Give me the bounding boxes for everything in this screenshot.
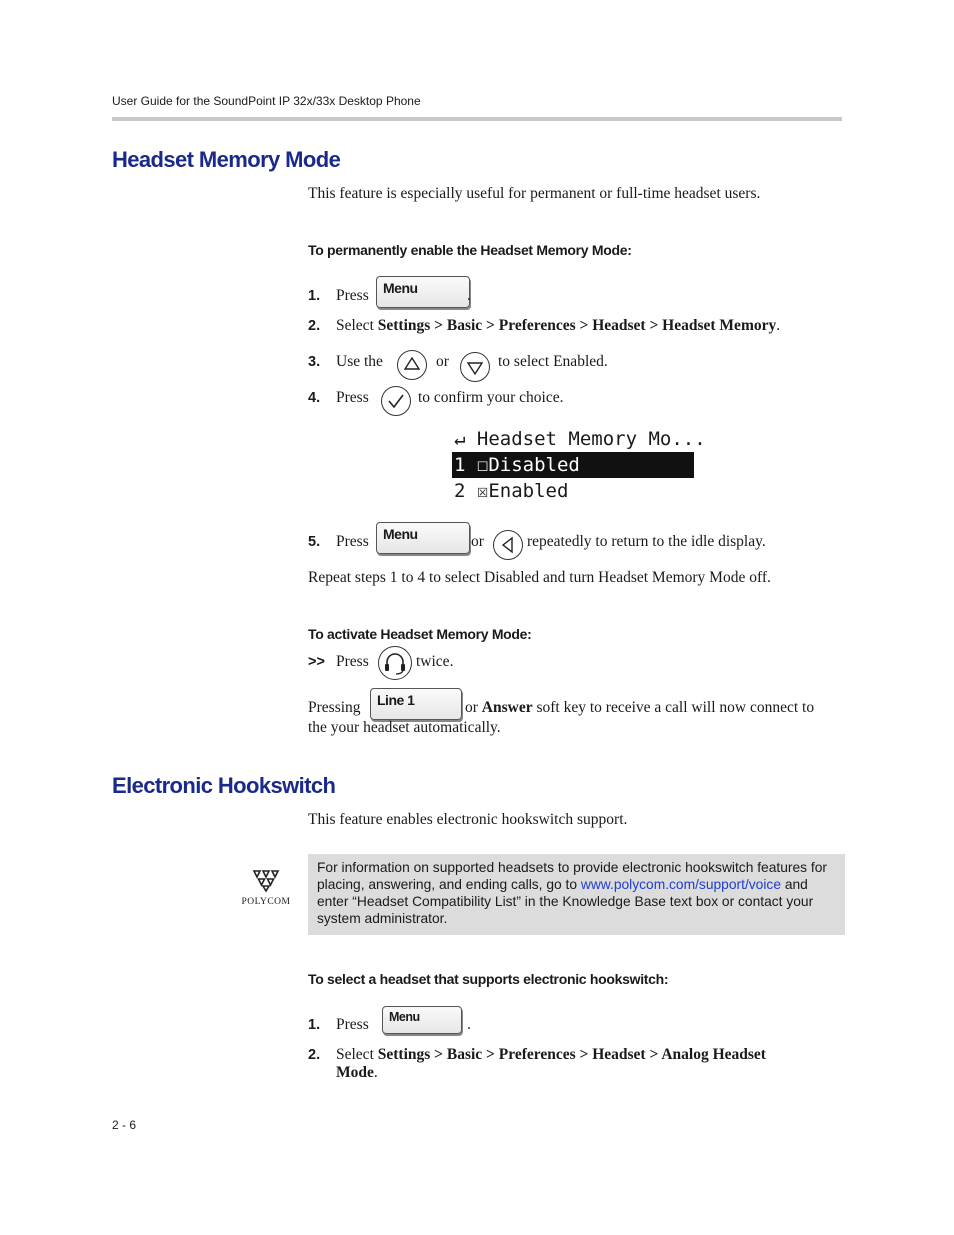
section-intro: This feature is especially useful for permanent or full-time headset users. xyxy=(308,185,761,202)
back-arrow-icon: ↵ xyxy=(454,428,466,450)
lcd-title: Headset Memory Mo... xyxy=(476,428,706,450)
running-head: User Guide for the SoundPoint IP 32x/33x Desktop Phone xyxy=(112,94,421,108)
section-title-electronic-hookswitch: Electronic Hookswitch xyxy=(112,773,336,798)
step-text: Press xyxy=(336,389,369,406)
step-text: to confirm your choice. xyxy=(418,389,564,406)
checkbox-empty-icon: ☐ xyxy=(476,454,489,476)
header-rule xyxy=(112,117,842,121)
up-arrow-key-icon xyxy=(397,350,427,380)
lcd-option-label: Disabled xyxy=(488,454,580,476)
step-text: Use the xyxy=(336,353,383,370)
step-1 xyxy=(336,287,369,305)
page-number: 2 - 6 xyxy=(112,1118,137,1132)
menu-key-icon xyxy=(376,522,470,554)
step-text: Press xyxy=(336,533,369,550)
menu-path: Mode xyxy=(336,1064,374,1081)
menu-path: Settings > Basic > Preferences > Headset > Analog Headset xyxy=(377,1046,766,1063)
step-text: Select xyxy=(336,317,378,334)
menu-key-label: Menu xyxy=(383,526,418,542)
line1-key-label: Line 1 xyxy=(377,692,415,708)
step-number: 2. xyxy=(308,1047,321,1063)
step-number: 1. xyxy=(308,288,321,304)
step-text: repeatedly to return to the idle display. xyxy=(527,533,766,550)
menu-key-label: Menu xyxy=(383,280,418,296)
headset-key-icon xyxy=(378,646,412,680)
lcd-title-row xyxy=(452,426,706,452)
single-step-marker: >> xyxy=(308,654,325,670)
step-2: Select Settings > Basic > Preferences > Headset > Analog Headset xyxy=(336,1046,766,1063)
step-text: or xyxy=(471,533,484,550)
answer-softkey-name: Answer xyxy=(481,699,533,716)
pressing-text: Pressing xyxy=(308,699,361,716)
step-number: 5. xyxy=(308,534,321,550)
phone-lcd-screenshot xyxy=(452,426,706,506)
section-intro: This feature enables electronic hookswitch support. xyxy=(308,811,628,828)
step-text: to select Enabled. xyxy=(498,353,608,370)
step-text: . xyxy=(467,1016,471,1033)
menu-key-icon xyxy=(376,276,470,308)
menu-key-icon xyxy=(382,1006,462,1034)
step-text: or xyxy=(436,353,449,370)
lcd-option-label: Enabled xyxy=(488,480,569,502)
lcd-option-row: 1 ☐Disabled xyxy=(452,452,694,478)
step-text: twice. xyxy=(416,653,454,670)
step-number: 3. xyxy=(308,354,321,370)
procedure-title: To permanently enable the Headset Memory Mode: xyxy=(308,242,632,258)
left-arrow-key-icon xyxy=(493,530,523,560)
polycom-support-link[interactable]: www.polycom.com/support/voice xyxy=(580,877,781,892)
section-title-headset-memory-mode: Headset Memory Mode xyxy=(112,147,341,172)
menu-path: Settings > Basic > Preferences > Headset > Headset Memory xyxy=(377,317,777,334)
checkmark-key-icon xyxy=(381,386,411,416)
procedure-title: To activate Headset Memory Mode: xyxy=(308,626,532,642)
down-arrow-key-icon xyxy=(460,352,490,382)
procedure-title: To select a headset that supports electronic hookswitch: xyxy=(308,971,669,987)
pressing-text-rest: or Answer soft key to receive a call will now connect to xyxy=(465,699,815,716)
step-number: 2. xyxy=(308,318,321,334)
step-text: . xyxy=(467,287,471,304)
line1-key-icon xyxy=(370,688,462,720)
step-2 xyxy=(336,317,780,335)
step-number: 1. xyxy=(308,1017,321,1033)
repeat-text: Repeat steps 1 to 4 to select Disabled and turn Headset Memory Mode off. xyxy=(308,569,771,586)
step-text: Press xyxy=(336,1016,369,1033)
polycom-triangle-icon xyxy=(251,868,281,892)
polycom-logo xyxy=(236,868,296,907)
polycom-wordmark: POLYCOM xyxy=(241,897,291,907)
menu-key-label: Menu xyxy=(389,1010,420,1024)
note-box: For information on supported headsets to provide electronic hookswitch features for placing, answering, and ending calls, go to www.polycom.com/support/voice and enter “Headset Compatibility List” in the Knowledge Base text box or contact your system administrator. xyxy=(308,854,845,935)
step-number: 4. xyxy=(308,390,321,406)
step-text: Press xyxy=(336,287,369,304)
checkbox-checked-icon: ☒ xyxy=(476,480,489,502)
step-text: . xyxy=(776,317,781,334)
step-text: Press xyxy=(336,653,369,670)
lcd-option-row: 2 ☒Enabled xyxy=(454,480,569,502)
step-2-line2: Mode. xyxy=(336,1064,378,1081)
pressing-text-line2: the your headset automatically. xyxy=(308,719,501,736)
